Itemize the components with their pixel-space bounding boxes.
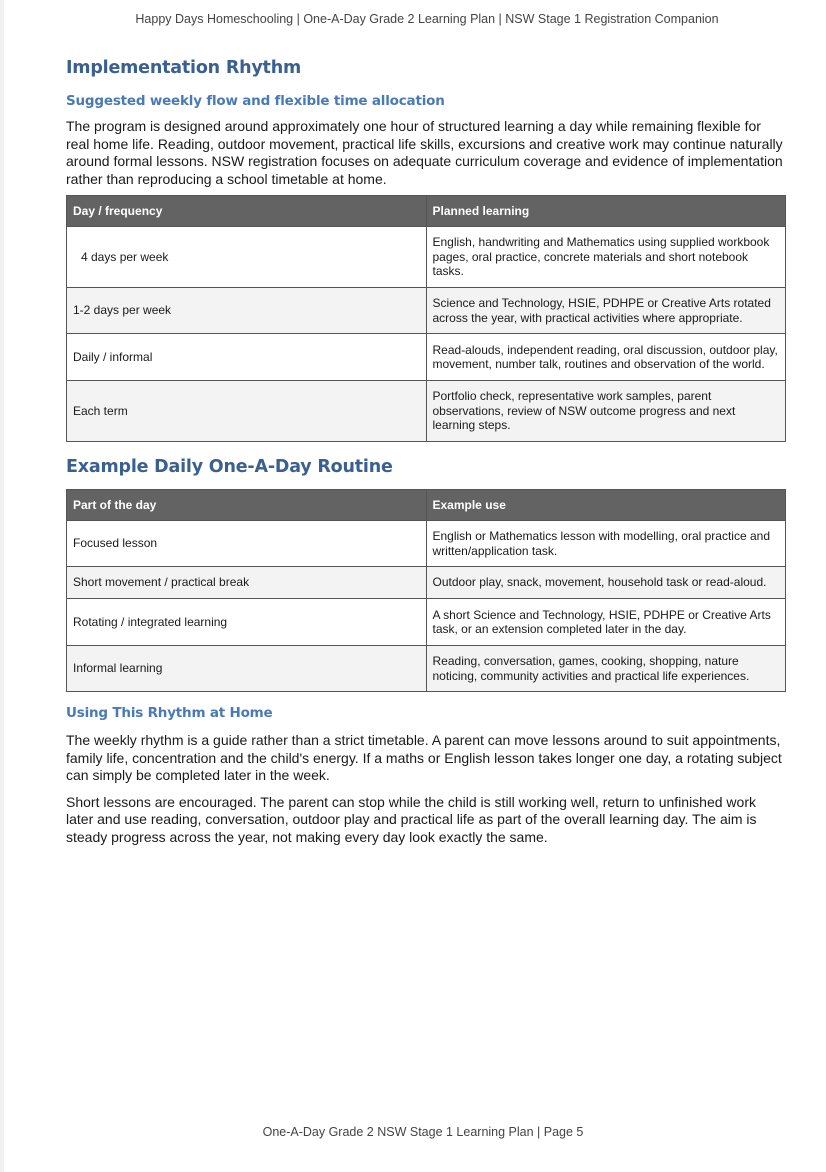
- column-header: Example use: [426, 490, 786, 521]
- table-cell: 4 days per week: [67, 227, 427, 288]
- table-row: [67, 227, 786, 288]
- table-row: [67, 567, 786, 599]
- section-title-using-rhythm: Using This Rhythm at Home: [66, 705, 273, 721]
- table-row: [67, 334, 786, 381]
- page-header: Happy Days Homeschooling | One-A-Day Grade 2 Learning Plan | NSW Stage 1 Registration Companion: [135, 12, 719, 26]
- table-row: [67, 521, 786, 567]
- page-footer: One-A-Day Grade 2 NSW Stage 1 Learning Plan | Page 5: [262, 1125, 584, 1139]
- subtitle-weekly-flow: Suggested weekly flow and flexible time allocation: [66, 93, 445, 109]
- table-cell: Outdoor play, snack, movement, household task or read-aloud.: [426, 567, 786, 599]
- daily-routine-table: [66, 489, 786, 692]
- body-paragraph: The weekly rhythm is a guide rather than a strict timetable. A parent can move lessons around to suit appointments, family life, concentration and the child's energy. If a maths or English lesson takes longer one day, a rotating subject can simply be completed later in the week.: [66, 732, 782, 783]
- table-cell: Portfolio check, representative work samples, parent observations, review of NSW outcome progress and next learning steps.: [426, 381, 786, 442]
- table-row: [67, 288, 786, 334]
- table-cell: Science and Technology, HSIE, PDHPE or Creative Arts rotated across the year, with practical activities where appropriate.: [426, 288, 786, 334]
- table-cell: Reading, conversation, games, cooking, shopping, nature noticing, community activities and practical life experiences.: [426, 646, 786, 692]
- weekly-flow-table: [66, 195, 786, 442]
- column-header: Day / frequency: [67, 196, 427, 227]
- page-content: [66, 56, 786, 846]
- section-title-daily-routine: Example Daily One-A-Day Routine: [66, 457, 393, 477]
- table-cell: Each term: [67, 381, 427, 442]
- table-cell: Rotating / integrated learning: [67, 599, 427, 646]
- table-header-row: [67, 196, 786, 227]
- intro-paragraph: The program is designed around approximately one hour of structured learning a day while remaining flexible for real home life. Reading, outdoor movement, practical life skills, excursions and creative work may continue naturally around formal lessons. NSW registration focuses on adequate curriculum coverage and evidence of implementation rather than reproducing a school timetable at home.: [66, 118, 783, 187]
- table-cell: A short Science and Technology, HSIE, PDHPE or Creative Arts task, or an extension completed later in the day.: [426, 599, 786, 646]
- table-row: [67, 381, 786, 442]
- table-cell: English, handwriting and Mathematics using supplied workbook pages, oral practice, concrete materials and short notebook tasks.: [426, 227, 786, 288]
- document-page: [4, 0, 826, 1172]
- table-cell: Informal learning: [67, 646, 427, 692]
- column-header: Part of the day: [67, 490, 427, 521]
- table-cell: Read-alouds, independent reading, oral discussion, outdoor play, movement, number talk, routines and observation of the world.: [426, 334, 786, 381]
- section-title-implementation-rhythm: Implementation Rhythm: [66, 58, 302, 78]
- table-header-row: [67, 490, 786, 521]
- column-header: Planned learning: [426, 196, 786, 227]
- table-row: [67, 646, 786, 692]
- table-cell: 1-2 days per week: [67, 288, 427, 334]
- table-cell: Daily / informal: [67, 334, 427, 381]
- table-cell: Focused lesson: [67, 521, 427, 567]
- table-row: [67, 599, 786, 646]
- table-cell: Short movement / practical break: [67, 567, 427, 599]
- table-cell: English or Mathematics lesson with modelling, oral practice and written/application task.: [426, 521, 786, 567]
- body-paragraph: Short lessons are encouraged. The parent can stop while the child is still working well, return to unfinished work later and use reading, conversation, outdoor play and practical life as part of the overall learning day. The aim is steady progress across the year, not making every day look exactly the same.: [66, 793, 757, 845]
